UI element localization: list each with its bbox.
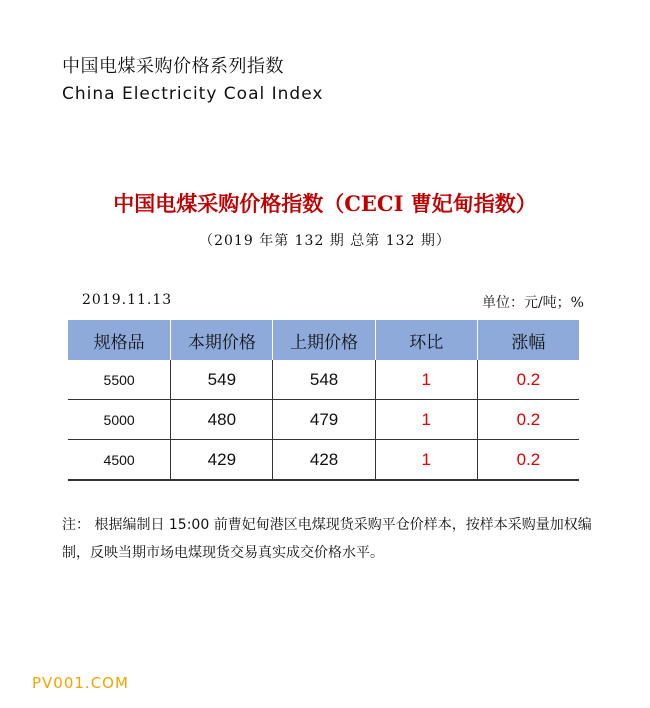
col-header-previous: 上期价格 xyxy=(273,320,375,360)
table-row xyxy=(68,400,579,440)
cell-spec: 4500 xyxy=(68,440,171,481)
footnote: 注： 根据编制日 15:00 前曹妃甸港区电煤现货采购平仓价样本，按样本采购量加权编制，反映当期市场电煤现货交易真实成交价格水平。 xyxy=(62,517,592,561)
col-header-current: 本期价格 xyxy=(171,320,273,360)
report-title: 中国电煤采购价格指数（CECI 曹妃甸指数） xyxy=(113,191,537,216)
col-header-spec: 规格品 xyxy=(68,320,171,360)
table-header-row xyxy=(68,320,579,360)
cell-spec: 5500 xyxy=(103,371,135,388)
cell-mom: 1 xyxy=(375,360,477,400)
cell-change: 0.2 xyxy=(477,400,579,440)
header-title-cn: 中国电煤采购价格系列指数 xyxy=(62,56,284,77)
price-table xyxy=(68,320,579,481)
cell-current: 429 xyxy=(171,440,273,481)
report-date: 2019.11.13 xyxy=(82,292,173,308)
cell-previous: 479 xyxy=(273,400,375,440)
cell-mom: 1 xyxy=(375,400,477,440)
report-unit: 单位：元/吨；% xyxy=(481,295,584,311)
table-row xyxy=(68,360,579,400)
col-header-mom: 环比 xyxy=(375,320,477,360)
cell-change: 0.2 xyxy=(477,440,579,481)
cell-spec: 5000 xyxy=(68,400,171,440)
table-row xyxy=(68,440,579,481)
cell-previous: 548 xyxy=(273,360,375,400)
cell-change: 0.2 xyxy=(477,360,579,400)
watermark: PV001.COM xyxy=(32,674,129,692)
cell-current: 549 xyxy=(171,360,273,400)
cell-previous: 428 xyxy=(273,440,375,481)
cell-mom: 1 xyxy=(375,440,477,481)
col-header-change: 涨幅 xyxy=(477,320,579,360)
cell-current: 480 xyxy=(171,400,273,440)
report-issue: （2019 年第 132 期 总第 132 期） xyxy=(199,233,451,249)
header-title-en: China Electricity Coal Index xyxy=(62,84,324,104)
